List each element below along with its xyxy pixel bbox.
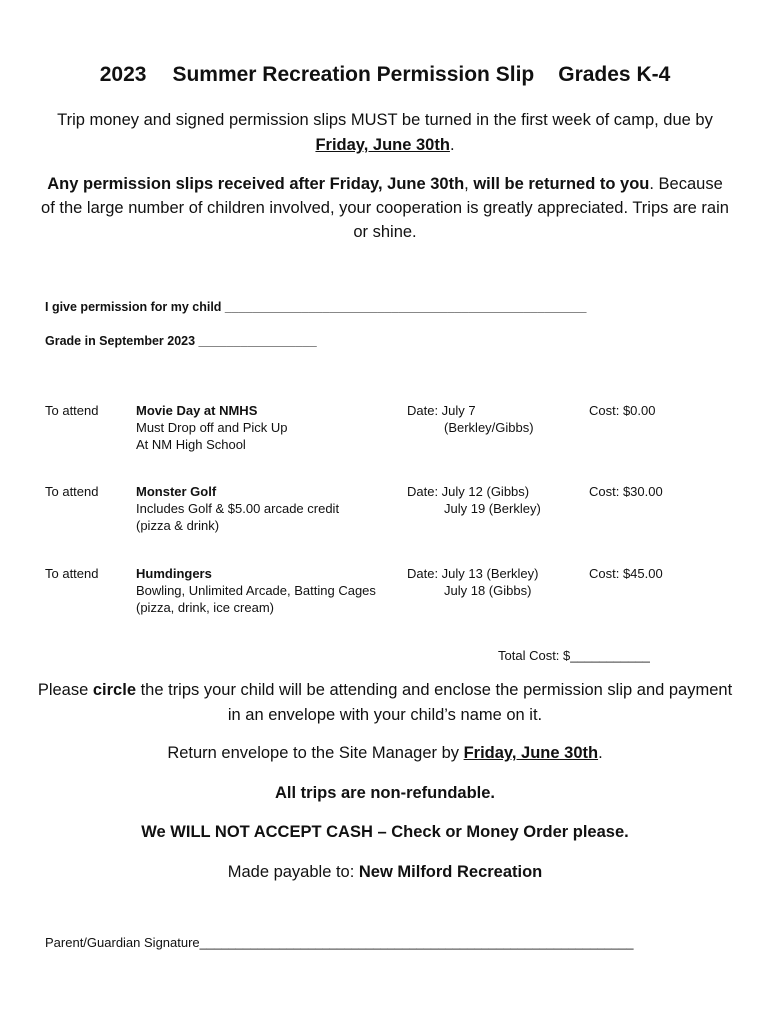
return-instruction-before: Return envelope to the Site Manager by <box>167 744 464 762</box>
intro-period: . <box>449 136 455 154</box>
title-grades: Grades K-4 <box>558 63 671 86</box>
circle-instruction-before: Please <box>37 681 93 699</box>
trip-row[interactable] <box>45 483 725 535</box>
child-name-field[interactable] <box>45 300 586 314</box>
payable-label: Made payable to: <box>227 863 359 881</box>
trip-dates <box>407 402 534 436</box>
trip-attend-label: To attend <box>45 484 99 499</box>
late-notice-rest: Because of the large number of children involved, your cooperation is greatly appreciated. Trips are rain or shine. <box>41 175 729 241</box>
trip-cost: Cost: $0.00 <box>589 403 656 418</box>
total-cost-label: Total Cost: $ <box>498 648 571 663</box>
return-instruction-after: . <box>598 744 603 762</box>
title-name: Summer Recreation Permission Slip <box>172 63 535 86</box>
child-name-label: I give permission for my child <box>45 300 222 314</box>
late-notice-paragraph <box>40 172 730 244</box>
payee-name: New Milford Recreation <box>358 863 543 881</box>
return-instruction <box>30 741 740 766</box>
circle-instruction-bold: circle <box>92 681 136 699</box>
trip-detail: (pizza, drink, ice cream) <box>136 600 274 615</box>
trip-dates <box>407 483 541 517</box>
intro-paragraph <box>40 108 730 158</box>
trip-date-line: Date: July 13 (Berkley) <box>407 566 539 581</box>
trip-info <box>136 483 339 534</box>
trip-date-line: July 18 (Gibbs) <box>444 583 532 598</box>
no-cash-notice: We WILL NOT ACCEPT CASH – Check or Money Order please. <box>141 823 629 841</box>
late-notice-bold-1: Any permission slips received after Friday, June 30th <box>47 175 465 193</box>
trip-cost: Cost: $45.00 <box>589 566 663 581</box>
trip-dates <box>407 565 539 599</box>
trip-info <box>136 565 376 616</box>
late-notice-comma: , <box>464 175 474 193</box>
trip-date-line: (Berkley/Gibbs) <box>444 420 534 435</box>
total-cost-blank[interactable]: ___________ <box>570 648 650 663</box>
late-notice-period: . <box>649 175 654 193</box>
trip-name: Movie Day at NMHS <box>136 403 258 418</box>
signature-label: Parent/Guardian Signature <box>45 935 200 950</box>
intro-due-date: Friday, June 30th <box>315 136 450 154</box>
trip-cost: Cost: $30.00 <box>589 484 663 499</box>
circle-instruction-after: the trips your child will be attending and enclose the permission slip and payment in an envelope with your child’s name on it. <box>136 681 733 724</box>
trip-row[interactable] <box>45 565 725 617</box>
grade-blank[interactable]: _________________ <box>195 334 317 348</box>
circle-instruction <box>30 678 740 728</box>
page-title <box>0 63 770 87</box>
trip-attend-label: To attend <box>45 403 99 418</box>
grade-field[interactable] <box>45 334 317 348</box>
trip-date-line: July 19 (Berkley) <box>444 501 541 516</box>
trip-info <box>136 402 288 453</box>
non-refundable-notice: All trips are non-refundable. <box>274 784 496 802</box>
trip-date-line: Date: July 7 <box>407 403 476 418</box>
trip-name: Monster Golf <box>136 484 217 499</box>
trip-detail: Bowling, Unlimited Arcade, Batting Cages <box>136 583 376 598</box>
late-notice-bold-2: will be returned to you <box>473 175 650 193</box>
trip-detail: Includes Golf & $5.00 arcade credit <box>136 501 340 516</box>
trip-attend-label: To attend <box>45 566 99 581</box>
title-year: 2023 <box>99 63 147 86</box>
total-cost-field[interactable] <box>498 648 650 663</box>
trip-row[interactable] <box>45 402 725 454</box>
signature-field[interactable] <box>45 935 633 950</box>
return-instruction-date: Friday, June 30th <box>463 744 599 762</box>
trip-name: Humdingers <box>136 566 212 581</box>
intro-text: Trip money and signed permission slips MUST be turned in the first week of camp, due by <box>57 111 713 129</box>
grade-label: Grade in September 2023 <box>45 334 196 348</box>
child-name-blank[interactable]: ____________________________________________________ <box>221 300 587 314</box>
trip-detail: Must Drop off and Pick Up <box>136 420 288 435</box>
trip-detail: At NM High School <box>136 437 246 452</box>
signature-blank[interactable]: ____________________________________________________________ <box>199 935 634 950</box>
trip-detail: (pizza & drink) <box>136 518 220 533</box>
payable-line <box>30 860 740 885</box>
trip-date-line: Date: July 12 (Gibbs) <box>407 484 530 499</box>
